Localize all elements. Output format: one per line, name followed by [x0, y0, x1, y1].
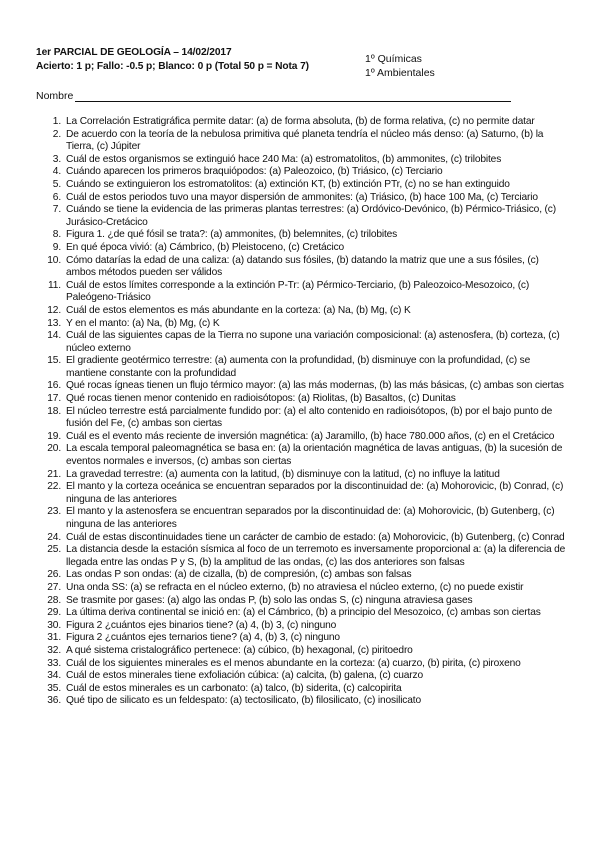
question-number: 3.: [52, 153, 61, 165]
question-number: 34.: [47, 670, 61, 682]
question-text: La gravedad terrestre: (a) aumenta con la latitud, (b) disminuye con la latitud, (c) no influye la latitud: [66, 468, 500, 480]
name-field: [36, 90, 511, 102]
question-item: [36, 229, 566, 242]
name-blank-line[interactable]: [75, 91, 511, 102]
question-item: [36, 166, 566, 179]
group-ambientales: 1º Ambientales: [365, 67, 435, 79]
question-text: Cuál de estos elementos es más abundante en la corteza: (a) Na, (b) Mg, (c) K: [66, 304, 411, 316]
question-number: 29.: [47, 607, 61, 619]
question-number: 25.: [47, 544, 61, 556]
question-number: 8.: [52, 229, 61, 241]
question-text: El núcleo terrestre está parcialmente fundido por: (a) el alto contenido en radioisótopos, (b) por el bajo punto de fusión del Fe, (c) ambas son ciertas: [66, 405, 553, 430]
question-number: 19.: [47, 430, 61, 442]
question-text: La Correlación Estratigráfica permite datar: (a) de forma absoluta, (b) de forma relativa, (c) no permite datar: [66, 116, 535, 127]
question-item: [36, 179, 566, 192]
question-item: [36, 406, 566, 431]
question-number: 16.: [47, 380, 61, 392]
question-number: 11.: [48, 279, 61, 291]
question-item: [36, 469, 566, 482]
question-number: 23.: [47, 506, 61, 518]
question-text: Figura 1. ¿de qué fósil se trata?: (a) ammonites, (b) belemnites, (c) trilobites: [66, 229, 398, 241]
question-item: [36, 670, 566, 683]
question-item: [36, 280, 566, 305]
question-item: [36, 380, 566, 393]
question-item: [36, 355, 566, 380]
question-item: [36, 192, 566, 205]
question-number: 24.: [47, 531, 61, 543]
question-text: En qué época vivió: (a) Cámbrico, (b) Pleistoceno, (c) Cretácico: [66, 241, 345, 253]
question-number: 22.: [47, 481, 61, 493]
question-item: [36, 607, 566, 620]
question-number: 5.: [52, 178, 61, 190]
question-item: [36, 532, 566, 545]
question-item: [36, 431, 566, 444]
question-text: Cuándo se extinguieron los estromatolitos: (a) extinción KT, (b) extinción PTr, (c) no se han extinguido: [66, 178, 510, 190]
question-number: 14.: [47, 330, 61, 342]
question-text: Cuándo se tiene la evidencia de las primeras plantas terrestres: (a) Ordóvico-Devónico, (b) Pérmico-Triásico, (c) Jurásico-Cretácico: [66, 204, 556, 228]
question-number: 17.: [47, 393, 61, 405]
question-number: 21.: [47, 468, 61, 480]
question-text: Qué tipo de silicato es un feldespato: (a) tectosilicato, (b) filosilicato, (c) inosilicato: [66, 695, 421, 707]
question-item: [36, 154, 566, 167]
question-number: 28.: [47, 594, 61, 606]
question-number: 6.: [52, 191, 61, 203]
question-item: [36, 569, 566, 582]
question-text: Qué rocas tienen menor contenido en radioisótopos: (a) Riolitas, (b) Basaltos, (c) Dunitas: [66, 393, 456, 405]
question-item: [36, 620, 566, 633]
question-number: 9.: [52, 241, 61, 253]
question-item: [36, 632, 566, 645]
question-item: [36, 506, 566, 531]
question-number: 12.: [47, 304, 61, 316]
question-text: Una onda SS: (a) se refracta en el núcleo externo, (b) no atraviesa el núcleo externo, (c) no puede existir: [66, 581, 524, 593]
question-text: Las ondas P son ondas: (a) de cizalla, (b) de compresión, (c) ambas son falsas: [66, 569, 412, 581]
question-number: 20.: [47, 443, 61, 455]
question-item: [36, 443, 566, 468]
question-text: Se trasmite por gases: (a) algo las ondas P, (b) solo las ondas S, (c) ninguna atraviesa gases: [66, 594, 473, 606]
exam-header: [36, 46, 309, 73]
question-item: [36, 645, 566, 658]
question-text: A qué sistema cristalográfico pertenece: (a) cúbico, (b) hexagonal, (c) piritoedro: [66, 644, 413, 656]
question-text: La escala temporal paleomagnética se basa en: (a) la orientación magnética de lavas antiguas, (b) la sucesión de eventos normales e inversos, (c) ambas son ciertas: [66, 443, 563, 468]
question-text: Cuál de estos minerales tiene exfoliación cúbica: (a) calcita, (b) galena, (c) cuarzo: [66, 670, 424, 682]
name-label: Nombre: [36, 90, 74, 102]
question-number: 36.: [47, 695, 61, 707]
question-item: [36, 481, 566, 506]
question-text: Cuál de estas discontinuidades tiene un carácter de cambio de estado: (a) Mohorovicic, (b) Gutenberg, (c) Conrad: [66, 531, 565, 543]
question-number: 30.: [47, 619, 61, 631]
question-item: [36, 330, 566, 355]
question-number: 15.: [47, 355, 61, 367]
question-text: El manto y la astenosfera se encuentran separados por la discontinuidad de: (a) Mohorovicic, (b) Gutenberg, (c) ninguna de las anteriores: [66, 506, 555, 530]
question-item: [36, 582, 566, 595]
question-text: Cuál de estos minerales es un carbonato: (a) talco, (b) siderita, (c) calcopirita: [66, 682, 402, 694]
question-text: Qué rocas ígneas tienen un flujo térmico mayor: (a) las más modernas, (b) las más básicas, (c) ambas son ciertas: [66, 380, 564, 392]
question-text: El gradiente geotérmico terrestre: (a) aumenta con la profundidad, (b) disminuye con la profundidad, (c) se mantiene constante con la profundidad: [66, 355, 531, 379]
question-text: La última deriva continental se inició en: (a) el Cámbrico, (b) a principio del Mesozoico, (c) ambas son ciertas: [66, 607, 541, 619]
question-text: Cuál de estos periodos tuvo una mayor dispersión de ammonites: (a) Triásico, (b) hace 100 Ma, (c) Terciario: [66, 191, 538, 203]
question-item: [36, 393, 566, 406]
question-item: [36, 595, 566, 608]
question-text: De acuerdo con la teoría de la nebulosa primitiva qué planeta tendría el núcleo más denso: (a) Saturno, (b) la Tierra, (c) Júpiter: [66, 128, 544, 153]
question-number: 26.: [47, 569, 61, 581]
question-text: Cuál de estos límites corresponde a la extinción P-Tr: (a) Pérmico-Terciario, (b) Paleozoico-Mesozoico, (c) Paleógeno-Triásico: [66, 279, 530, 304]
question-item: [36, 658, 566, 671]
group-quimicas: 1º Químicas: [365, 53, 422, 65]
question-number: 35.: [47, 682, 61, 694]
question-number: 18.: [47, 405, 61, 417]
question-list: [36, 116, 566, 708]
question-item: [36, 305, 566, 318]
question-number: 32.: [47, 644, 61, 656]
question-text: La distancia desde la estación sísmica al foco de un terremoto es inversamente proporcional a: (a) la diferencia de llegada entre las ondas P y S, (b) la amplitud de las ondas, (c) las dos anteriores son falsas: [66, 544, 566, 568]
question-text: Cuál de las siguientes capas de la Tierra no supone una variación composicional: (a) astenosfera, (b) corteza, (c) núcleo externo: [66, 330, 560, 354]
question-text: Cuál de estos organismos se extinguió hace 240 Ma: (a) estromatolitos, (b) ammonites, (c) trilobites: [66, 153, 502, 165]
exam-title: 1er PARCIAL DE GEOLOGÍA – 14/02/2017: [36, 47, 232, 58]
question-text: Figura 2 ¿cuántos ejes ternarios tiene? (a) 4, (b) 3, (c) ninguno: [66, 632, 340, 644]
question-number: 4.: [52, 166, 61, 178]
question-number: 2.: [52, 128, 61, 140]
question-item: [36, 204, 566, 229]
question-item: [36, 695, 566, 708]
question-item: [36, 242, 566, 255]
question-number: 13.: [47, 317, 61, 329]
question-text: El manto y la corteza oceánica se encuentran separados por la discontinuidad de: (a) Mohorovicic, (b) Conrad, (c) ninguna de las anteriores: [66, 481, 564, 505]
question-text: Figura 2 ¿cuántos ejes binarios tiene? (a) 4, (b) 3, (c) ninguno: [66, 619, 337, 631]
question-number: 10.: [47, 254, 61, 266]
question-text: Cómo datarías la edad de una caliza: (a) datando sus fósiles, (b) datando la matriz que une a sus fósiles, (c) ambos métodos pueden ser válidos: [66, 254, 539, 279]
question-item: [36, 683, 566, 696]
group-list: [365, 52, 435, 80]
question-item: [36, 116, 566, 129]
question-number: 33.: [47, 657, 61, 669]
question-text: Cuál de los siguientes minerales es el menos abundante en la corteza: (a) cuarzo, (b) pirita, (c) piroxeno: [66, 657, 521, 669]
question-item: [36, 544, 566, 569]
question-text: Cuándo aparecen los primeros braquiópodos: (a) Paleozoico, (b) Triásico, (c) Terciario: [66, 166, 443, 178]
question-number: 1.: [52, 116, 61, 127]
question-text: Cuál es el evento más reciente de inversión magnética: (a) Jaramillo, (b) hace 780.000 años, (c) en el Cretácico: [66, 430, 555, 442]
question-item: [36, 129, 566, 154]
question-number: 31.: [47, 632, 61, 644]
question-item: [36, 255, 566, 280]
question-item: [36, 318, 566, 331]
question-number: 27.: [47, 581, 61, 593]
question-text: Y en el manto: (a) Na, (b) Mg, (c) K: [66, 317, 220, 329]
scoring-rules: Acierto: 1 p; Fallo: -0.5 p; Blanco: 0 p (Total 50 p = Nota 7): [36, 60, 309, 72]
question-number: 7.: [52, 204, 61, 216]
